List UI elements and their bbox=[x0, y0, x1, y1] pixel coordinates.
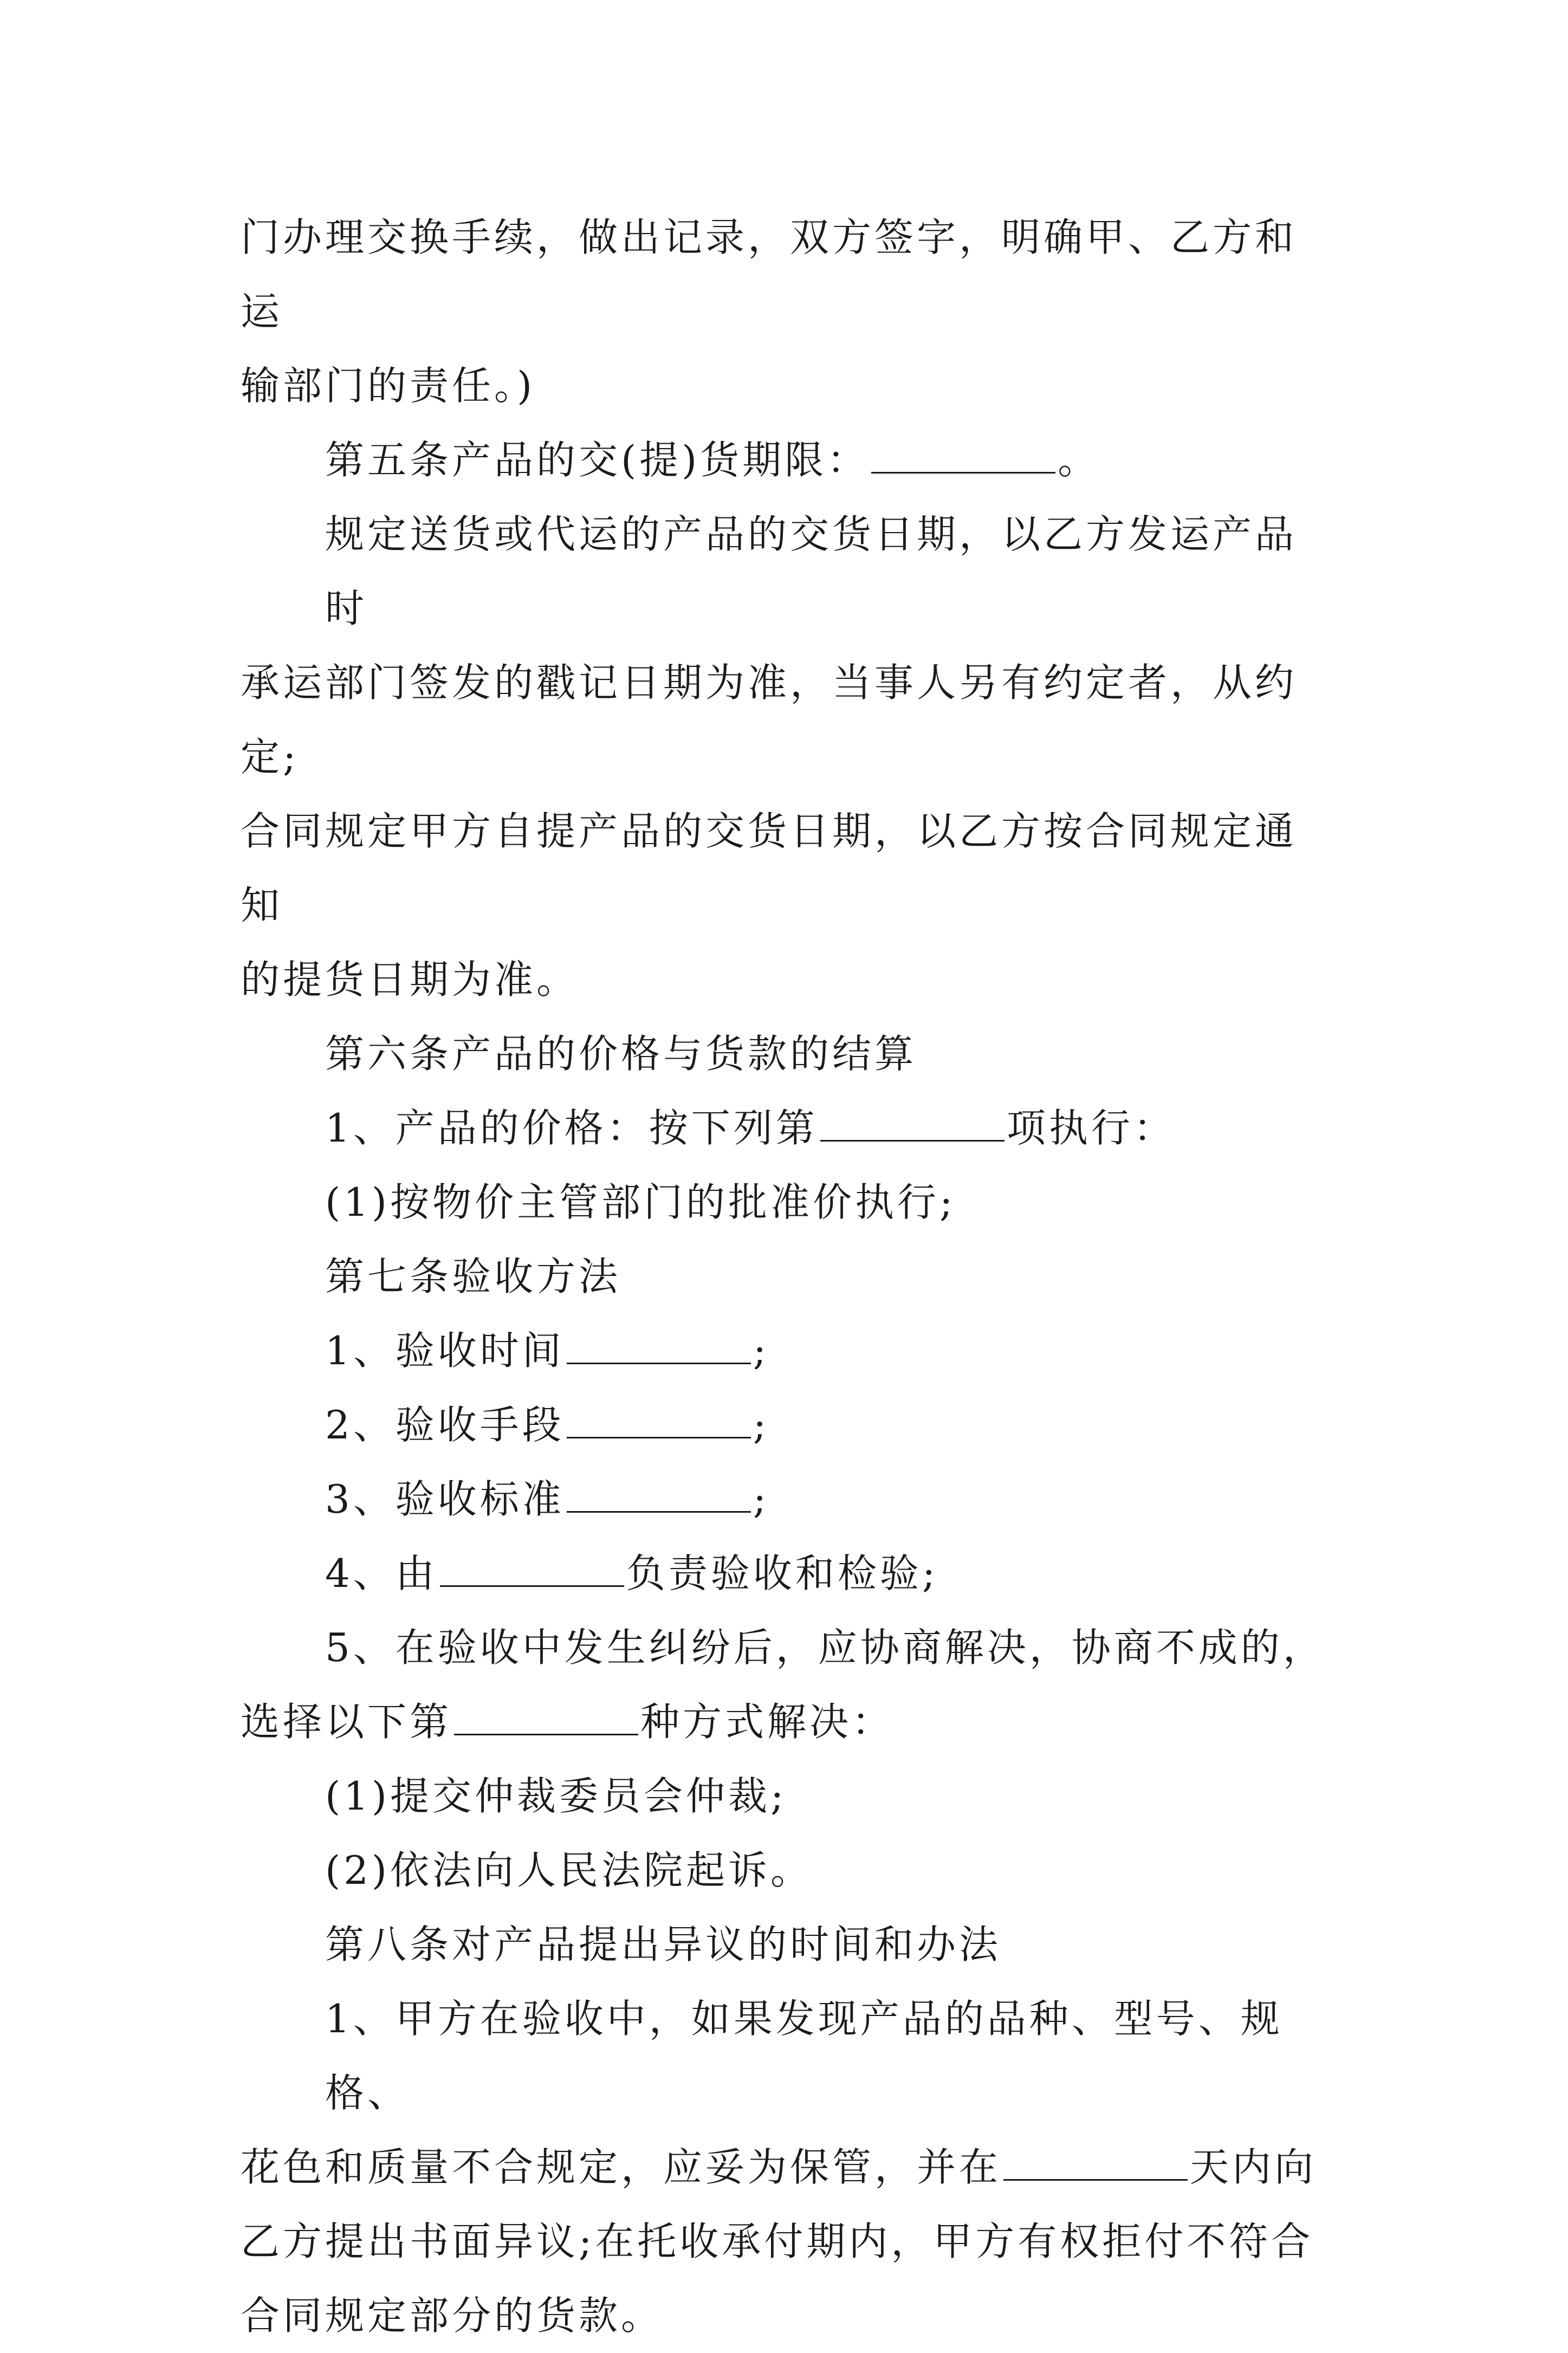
text-segment: (1)提交仲裁委员会仲裁; bbox=[325, 1773, 787, 1819]
text-segment: ; bbox=[753, 1328, 770, 1373]
fill-in-blank[interactable] bbox=[820, 1091, 1005, 1142]
fill-in-blank[interactable] bbox=[567, 1388, 751, 1438]
text-segment: 选择以下第 bbox=[241, 1699, 452, 1745]
text-segment: 2、验收手段 bbox=[325, 1402, 565, 1448]
text-line bbox=[241, 497, 1335, 646]
text-segment: 项执行： bbox=[1006, 1105, 1176, 1151]
fill-in-blank[interactable] bbox=[454, 1685, 638, 1735]
text-line bbox=[241, 1165, 1335, 1240]
text-line bbox=[241, 2130, 1335, 2205]
text-segment: 的提货日期为准。 bbox=[241, 957, 579, 1002]
text-line bbox=[241, 1685, 1335, 1759]
text-line bbox=[241, 794, 1335, 943]
text-line bbox=[241, 1091, 1335, 1165]
text-line bbox=[241, 349, 1335, 423]
fill-in-blank[interactable] bbox=[871, 423, 1055, 474]
text-segment: 3、验收标准 bbox=[325, 1476, 565, 1522]
document-body bbox=[241, 200, 1335, 2353]
text-segment: (2)依法向人民法院起诉。 bbox=[325, 1848, 813, 1893]
text-segment: 4、由 bbox=[325, 1551, 438, 1596]
text-segment: ; bbox=[753, 1402, 770, 1448]
text-line bbox=[241, 1759, 1335, 1833]
text-line bbox=[241, 200, 1335, 349]
text-segment: 合同规定甲方自提产品的交货日期，以乙方按合同规定通知 bbox=[241, 808, 1298, 928]
text-segment: 输部门的责任。) bbox=[241, 363, 536, 409]
text-line bbox=[241, 2279, 1335, 2353]
text-segment: 合同规定部分的货款。 bbox=[241, 2293, 664, 2338]
text-segment: 第五条产品的交(提)货期限： bbox=[325, 437, 870, 483]
text-line bbox=[241, 2205, 1335, 2279]
text-segment: ; bbox=[753, 1476, 770, 1522]
text-segment: 1、甲方在验收中，如果发现产品的品种、型号、规格、 bbox=[325, 1996, 1283, 2116]
fill-in-blank[interactable] bbox=[567, 1314, 751, 1364]
text-segment: 1、产品的价格：按下列第 bbox=[325, 1105, 818, 1151]
text-segment: 1、验收时间 bbox=[325, 1328, 565, 1373]
text-segment: (1)按物价主管部门的批准价执行; bbox=[325, 1179, 956, 1225]
text-segment: 规定送货或代运的产品的交货日期，以乙方发运产品时 bbox=[325, 511, 1298, 631]
text-segment: 花色和质量不合规定，应妥为保管，并在 bbox=[241, 2144, 1002, 2190]
text-segment: 。 bbox=[1058, 437, 1100, 483]
text-line bbox=[241, 1240, 1335, 1314]
text-line bbox=[241, 1388, 1335, 1462]
text-segment: 天内向 bbox=[1190, 2144, 1317, 2190]
text-segment: 第七条验收方法 bbox=[325, 1254, 621, 1299]
text-line bbox=[241, 1537, 1335, 1611]
text-line bbox=[241, 1908, 1335, 1982]
text-segment: 第六条产品的价格与货款的结算 bbox=[325, 1031, 917, 1077]
text-segment: 5、在验收中发生纠纷后，应协商解决，协商不成的， bbox=[325, 1625, 1325, 1670]
fill-in-blank[interactable] bbox=[567, 1462, 751, 1513]
text-segment: 负责验收和检验; bbox=[626, 1551, 939, 1596]
text-line bbox=[241, 943, 1335, 1017]
fill-in-blank[interactable] bbox=[1003, 2130, 1188, 2181]
fill-in-blank[interactable] bbox=[440, 1537, 624, 1587]
text-line bbox=[241, 1833, 1335, 1908]
text-line bbox=[241, 1017, 1335, 1091]
text-segment: 种方式解决： bbox=[640, 1699, 895, 1745]
text-segment: 承运部门签发的戳记日期为准，当事人另有约定者，从约定; bbox=[241, 660, 1298, 780]
text-line bbox=[241, 1982, 1335, 2130]
text-segment: 乙方提出书面异议;在托收承付期内，甲方有权拒付不符合 bbox=[241, 2219, 1314, 2264]
text-segment: 门办理交换手续，做出记录，双方签字，明确甲、乙方和运 bbox=[241, 215, 1298, 334]
text-line bbox=[241, 646, 1335, 794]
text-segment: 第八条对产品提出异议的时间和办法 bbox=[325, 1922, 1002, 1967]
text-line bbox=[241, 423, 1335, 497]
text-line bbox=[241, 1314, 1335, 1388]
text-line bbox=[241, 1462, 1335, 1537]
text-line bbox=[241, 1611, 1335, 1685]
